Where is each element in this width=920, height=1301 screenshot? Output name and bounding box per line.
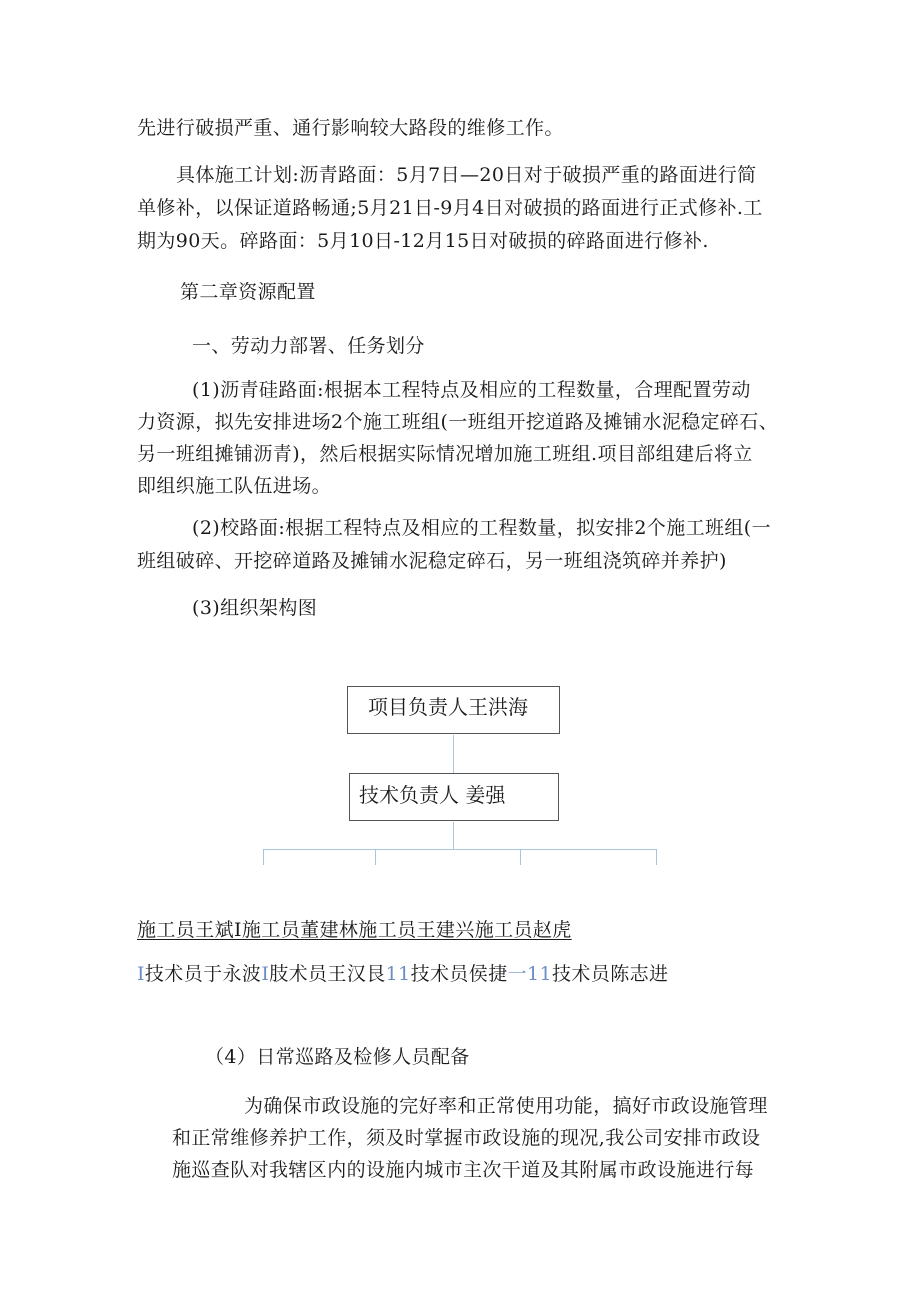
section-heading: 一、劳动力部署、任务划分	[192, 335, 425, 357]
paragraph-line: (2)校路面:根据工程特点及相应的工程数量，拟安排2个施工班组(一	[192, 517, 772, 539]
org-chart-caption: (3)组织架构图	[192, 597, 318, 619]
org-branch-tick	[375, 849, 376, 865]
org-row-item: 肢术员王汉艮	[269, 963, 386, 985]
org-connector	[453, 735, 454, 773]
paragraph-line: 施巡查队对我辖区内的设施内城市主次干道及其附属市政设施进行每	[172, 1159, 755, 1181]
org-row-item: 技术员侯捷	[410, 963, 508, 985]
paragraph-line: 单修补，以保证道路畅通;5月21日-9月4日对破损的路面进行正式修补.工	[137, 197, 763, 219]
org-row-separator: I	[261, 963, 270, 985]
paragraph-line: 期为90天。碎路面：5月10日-12月15日对破损的碎路面进行修补.	[137, 230, 709, 252]
org-row-item: 技术员于永波	[144, 963, 262, 985]
org-row-separator: 一11	[507, 963, 553, 985]
chapter-heading: 第二章资源配置	[180, 281, 316, 303]
paragraph-line: 具体施工计划:沥青路面：5月7日—20日对于破损严重的路面进行简	[176, 164, 757, 186]
paragraph-line: 为确保市政设施的完好率和正常使用功能，搞好市政设施管理	[244, 1095, 768, 1117]
org-branch-tick	[263, 849, 264, 865]
paragraph-line: 班组破碎、开挖碎道路及摊铺水泥稳定碎石，另一班组浇筑碎并养护)	[137, 550, 727, 572]
org-row-item: 技术员陈志进	[552, 963, 669, 985]
paragraph-line: 即组织施工队伍进场。	[137, 475, 332, 497]
paragraph-line: 和正常维修养护工作，须及时掌握市政设施的现况,我公司安排市政设	[172, 1127, 761, 1149]
paragraph-line: 另一班组摊铺沥青)，然后根据实际情况增加施工班组.项目部组建后将立	[137, 443, 753, 465]
org-box-label: 项目负责人王洪海	[368, 695, 528, 719]
org-row-separator: I	[137, 963, 145, 985]
paragraph-line: 力资源，拟先安排进场2个施工班组(一班组开挖道路及摊铺水泥稳定碎石、	[137, 411, 779, 433]
org-row-construction-staff: 施工员王斌I施工员董建林施工员王建兴施工员赵虎	[137, 919, 572, 941]
org-row-separator: 11	[385, 963, 411, 985]
org-row-technicians	[137, 962, 668, 986]
section-heading: （4）日常巡路及检修人员配备	[205, 1046, 470, 1068]
org-branch-tick	[656, 849, 657, 865]
paragraph-line: (1)沥青硅路面:根据本工程特点及相应的工程数量，合理配置劳动	[192, 379, 751, 401]
org-branch-tick	[520, 849, 521, 865]
org-box-project-leader	[347, 686, 560, 734]
paragraph-line: 先进行破损严重、通行影响较大路段的维修工作。	[137, 117, 564, 139]
org-branch-line	[263, 849, 657, 850]
org-box-tech-leader	[349, 773, 559, 821]
org-connector	[453, 822, 454, 849]
org-box-label: 技术负责人 姜强	[359, 783, 506, 807]
